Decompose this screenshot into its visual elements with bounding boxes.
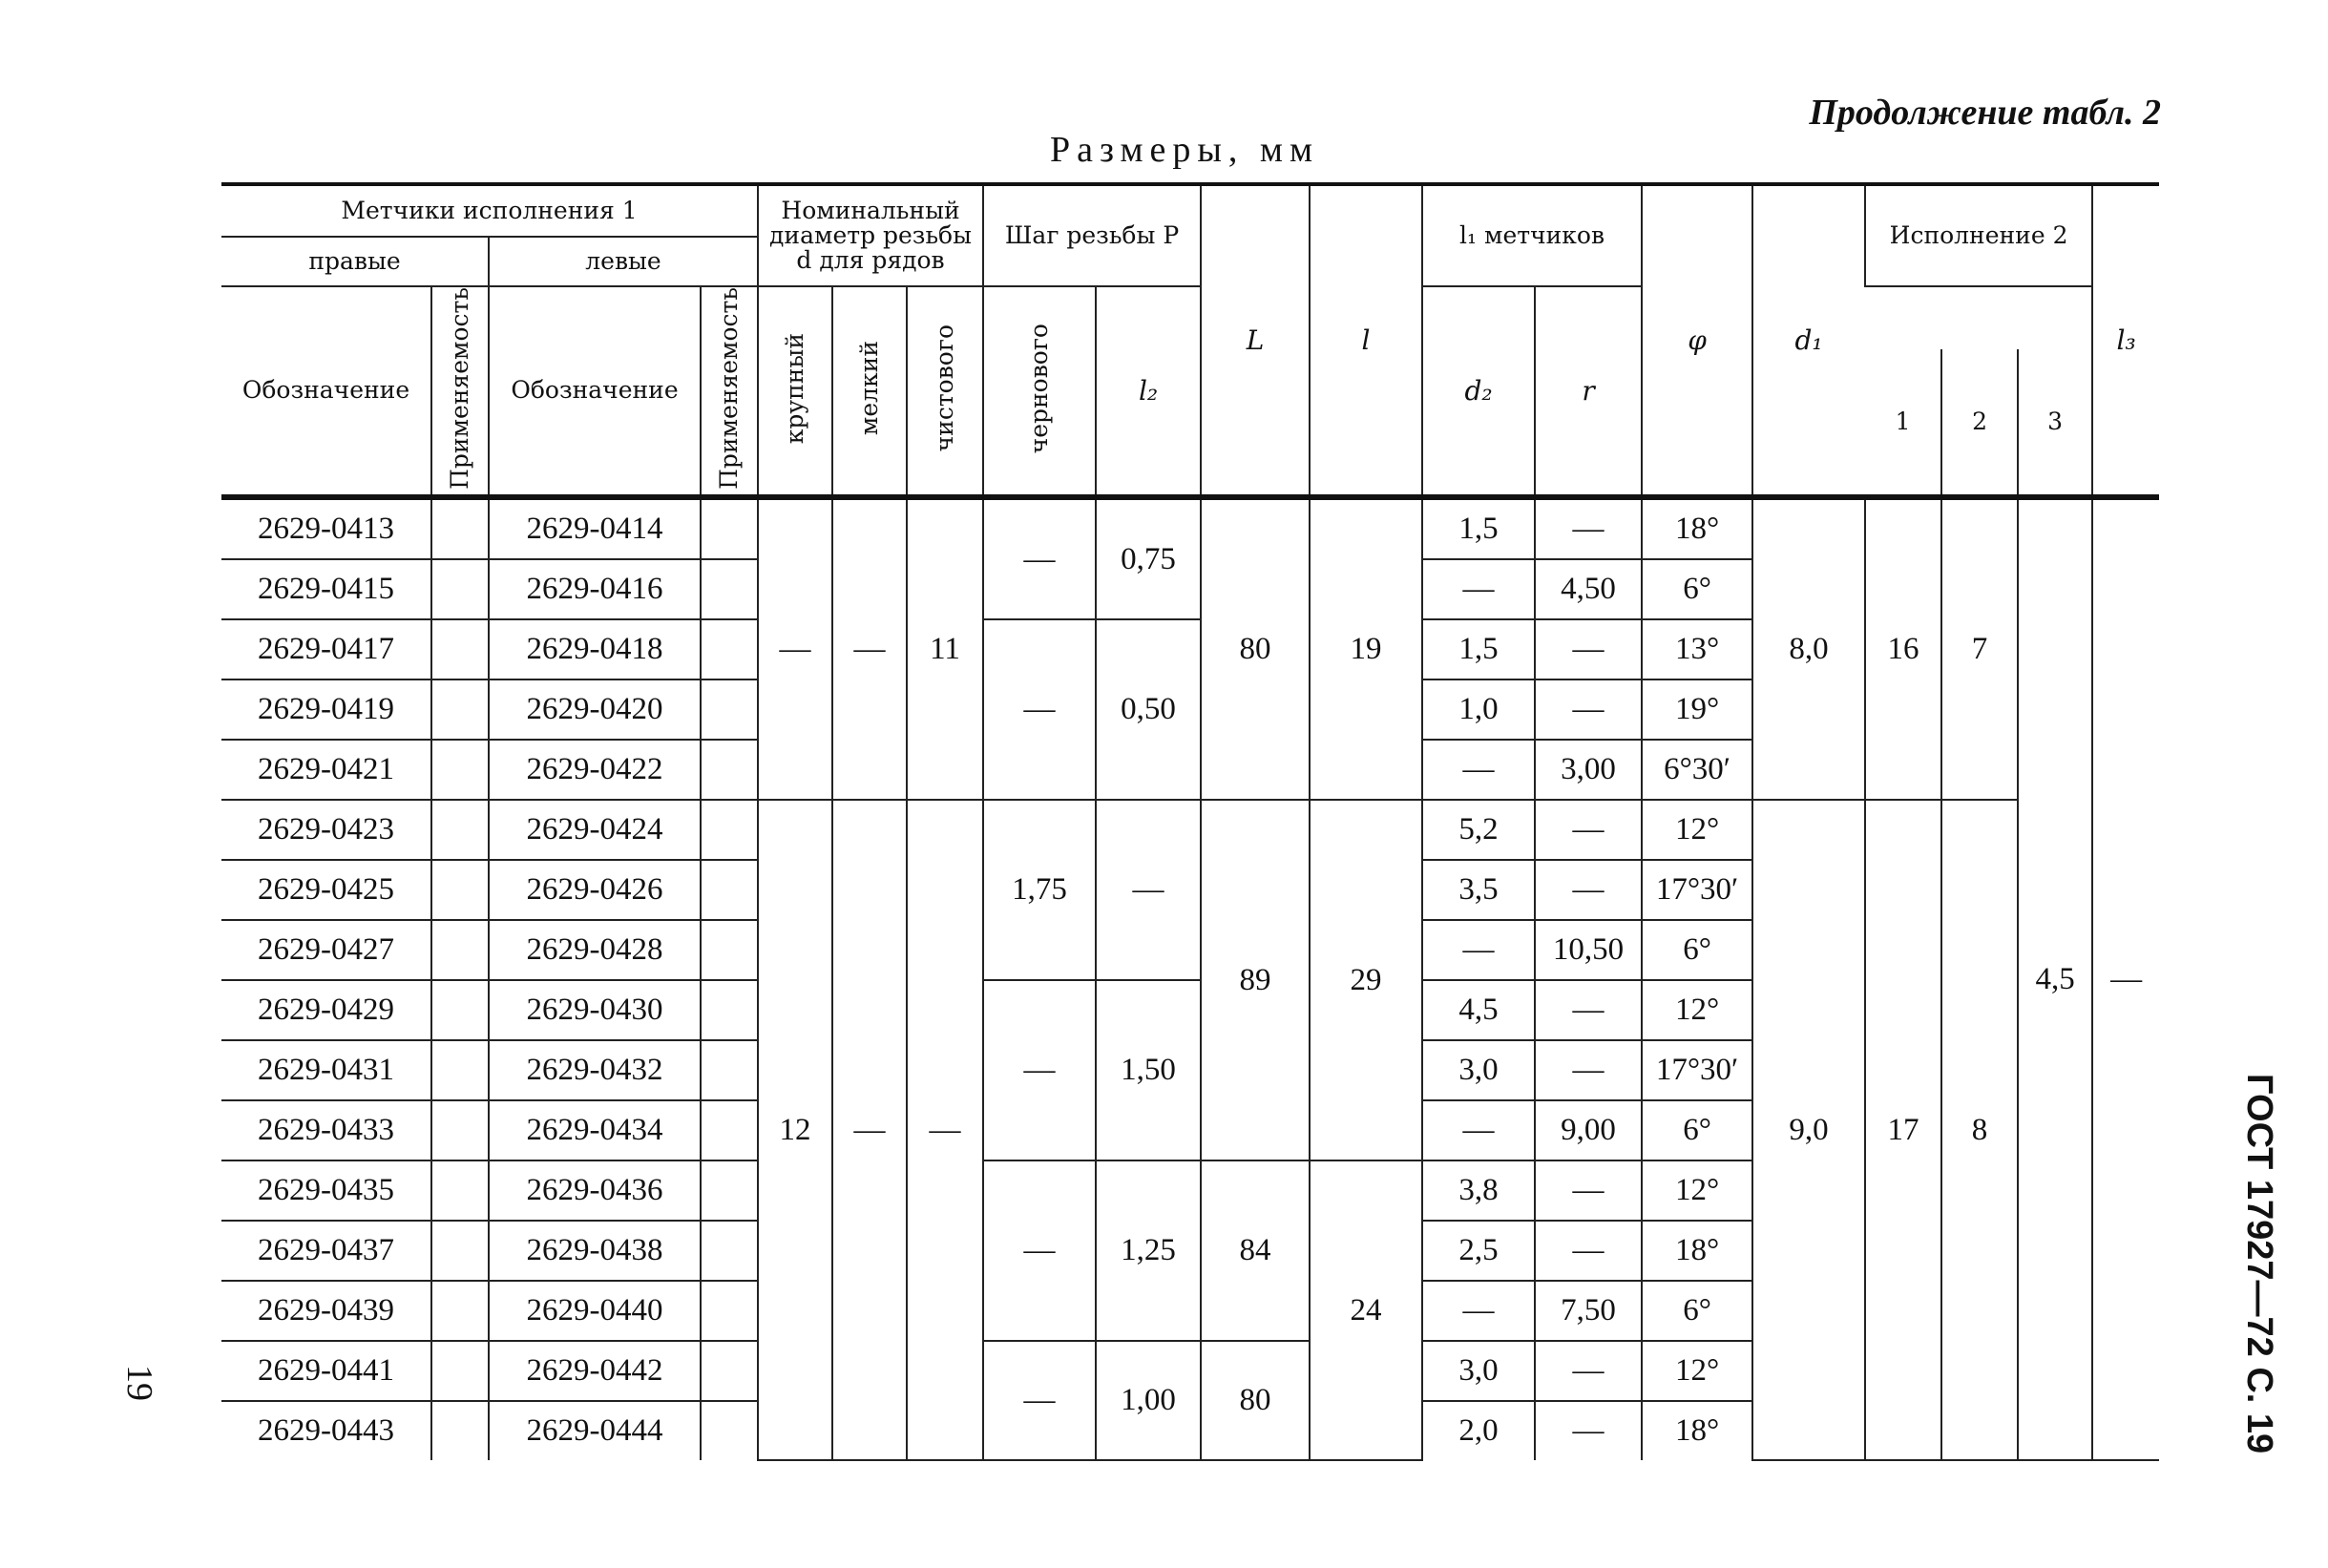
L-cell: 89	[1201, 800, 1310, 1160]
applicability-cell	[701, 1040, 758, 1100]
l2-cell: 17	[1865, 800, 1941, 1460]
applicability-cell	[431, 860, 489, 920]
applicability-cell	[701, 980, 758, 1040]
designation-left: 2629-0434	[489, 1100, 701, 1160]
table-row	[221, 800, 2159, 860]
applicability-cell	[431, 679, 489, 740]
header-l3: l₃	[2092, 184, 2159, 497]
phi-cell: 6°	[1642, 559, 1752, 619]
designation-left: 2629-0418	[489, 619, 701, 679]
l1-rough-cell: —	[1535, 497, 1642, 559]
designation-right: 2629-0413	[221, 497, 431, 559]
designation-right: 2629-0423	[221, 800, 431, 860]
header-applicability-right: Применяемость	[431, 286, 489, 497]
pitch-fine-cell: —	[1096, 800, 1201, 980]
designation-left: 2629-0436	[489, 1160, 701, 1221]
designation-right: 2629-0433	[221, 1100, 431, 1160]
applicability-cell	[701, 920, 758, 980]
l1-finish-cell: 2,5	[1422, 1221, 1535, 1281]
l1-rough-cell: 7,50	[1535, 1281, 1642, 1341]
phi-cell: 6°30′	[1642, 740, 1752, 800]
applicability-cell	[431, 1341, 489, 1401]
l1-finish-cell: —	[1422, 920, 1535, 980]
applicability-cell	[431, 980, 489, 1040]
l-cell: 24	[1310, 1160, 1422, 1460]
applicability-cell	[431, 1100, 489, 1160]
l2-cell: 16	[1865, 497, 1941, 800]
applicability-cell	[431, 1401, 489, 1460]
d2-cell: 8	[1941, 800, 2018, 1460]
l1-rough-cell: —	[1535, 1160, 1642, 1221]
applicability-cell	[431, 1040, 489, 1100]
applicability-cell	[701, 559, 758, 619]
header-row-3: 3	[2018, 349, 2092, 497]
l1-finish-cell: 3,0	[1422, 1040, 1535, 1100]
diameter-row2-cell: —	[832, 497, 907, 800]
applicability-cell	[431, 920, 489, 980]
applicability-cell	[701, 1401, 758, 1460]
designation-right: 2629-0443	[258, 1413, 394, 1449]
phi-cell: 6°	[1642, 920, 1752, 980]
phi-cell: 19°	[1642, 679, 1752, 740]
designation-left: 2629-0438	[489, 1221, 701, 1281]
applicability-cell	[431, 1221, 489, 1281]
applicability-cell	[431, 800, 489, 860]
phi-cell: 6°	[1642, 1281, 1752, 1341]
applicability-cell	[701, 1341, 758, 1401]
designation-left: 2629-0420	[489, 679, 701, 740]
pitch-fine-cell: 0,75	[1096, 497, 1201, 619]
l1-finish-cell: 3,8	[1422, 1160, 1535, 1221]
designation-left: 2629-0444	[489, 1401, 701, 1460]
phi-cell: 17°30′	[1642, 1040, 1752, 1100]
l1-rough-cell: —	[1535, 800, 1642, 860]
designation-left: 2629-0442	[489, 1341, 701, 1401]
l1-finish-cell: —	[1422, 740, 1535, 800]
l1-rough-cell: —	[1535, 619, 1642, 679]
applicability-cell	[701, 679, 758, 740]
l1-rough-cell: —	[1535, 679, 1642, 740]
L-cell: 80	[1201, 497, 1310, 800]
designation-left: 2629-0426	[489, 860, 701, 920]
header-right: правые	[221, 237, 489, 286]
l1-rough-cell: —	[1535, 1040, 1642, 1100]
phi-cell: 13°	[1642, 619, 1752, 679]
pitch-coarse-cell: —	[983, 1341, 1096, 1460]
designation-right: 2629-0427	[221, 920, 431, 980]
l1-rough-cell: —	[1535, 1221, 1642, 1281]
l-cell: 29	[1310, 800, 1422, 1160]
designation-left: 2629-0432	[489, 1040, 701, 1100]
continuation-label: Продолжение табл. 2	[1809, 93, 2161, 133]
l1-rough-cell: 10,50	[1535, 920, 1642, 980]
applicability-cell	[431, 497, 489, 559]
applicability-cell	[701, 860, 758, 920]
designation-right: 2629-0415	[221, 559, 431, 619]
diameter-row1-cell: —	[758, 497, 832, 800]
designation-right: 2629-0439	[221, 1281, 431, 1341]
header-nominal-diameter: Номинальный диаметр резьбы d для рядов	[758, 184, 983, 286]
phi-cell: 17°30′	[1642, 860, 1752, 920]
l1-finish-cell: 4,5	[1422, 980, 1535, 1040]
applicability-cell	[701, 1221, 758, 1281]
applicability-cell	[431, 619, 489, 679]
header-d1: d₁	[1752, 184, 1865, 497]
designation-left: 2629-0416	[489, 559, 701, 619]
l1-finish-cell: 1,0	[1422, 679, 1535, 740]
header-pitch: Шаг резьбы P	[983, 184, 1201, 286]
applicability-cell	[431, 559, 489, 619]
applicability-cell	[431, 1160, 489, 1221]
l1-finish-cell: 3,0	[1422, 1341, 1535, 1401]
header-row-1: 1	[1865, 349, 1941, 497]
designation-right: 2629-0435	[221, 1160, 431, 1221]
designation-left: 2629-0428	[489, 920, 701, 980]
l3-cell: —	[2092, 497, 2159, 1460]
diameter-row3-cell: —	[907, 800, 983, 1460]
applicability-cell	[701, 800, 758, 860]
header-l2: l₂	[1096, 286, 1201, 497]
l1-finish-cell: 5,2	[1422, 800, 1535, 860]
l-cell: 19	[1310, 497, 1422, 800]
phi-cell: 18°	[1642, 1401, 1752, 1460]
applicability-cell	[701, 1100, 758, 1160]
header-designation-left: Обозначение	[489, 286, 701, 497]
pitch-coarse-cell: —	[983, 1160, 1096, 1341]
designation-right: 2629-0419	[221, 679, 431, 740]
l1-rough-cell: —	[1535, 1341, 1642, 1401]
designation-right: 2629-0421	[221, 740, 431, 800]
phi-cell: 12°	[1642, 1341, 1752, 1401]
applicability-cell	[431, 1281, 489, 1341]
header-r: r	[1535, 286, 1642, 497]
pitch-fine-cell: 1,00	[1096, 1341, 1201, 1460]
r-cell: 4,5	[2018, 497, 2092, 1460]
applicability-cell	[701, 1160, 758, 1221]
gost-label: ГОСТ 17927—72 С. 19	[2239, 1074, 2279, 1454]
pitch-coarse-cell: —	[983, 497, 1096, 619]
L-cell: 80	[1201, 1341, 1310, 1460]
l1-rough-cell: —	[1535, 860, 1642, 920]
applicability-cell	[431, 740, 489, 800]
l1-rough-cell: 9,00	[1535, 1100, 1642, 1160]
header-d2: d₂	[1422, 286, 1535, 497]
phi-cell: 12°	[1642, 1160, 1752, 1221]
applicability-cell	[701, 619, 758, 679]
l1-finish-cell: —	[1422, 1100, 1535, 1160]
l1-finish-cell: 1,5	[1422, 497, 1535, 559]
l1-rough-cell: —	[1535, 1401, 1642, 1460]
l1-finish-cell: 3,5	[1422, 860, 1535, 920]
units-title: Размеры, мм	[1050, 130, 1320, 170]
pitch-fine-cell: 1,25	[1096, 1160, 1201, 1341]
phi-cell: 12°	[1642, 800, 1752, 860]
diameter-row1-cell: 12	[758, 800, 832, 1460]
header-L: L	[1201, 184, 1310, 497]
diameter-row3-cell: 11	[907, 497, 983, 800]
l1-finish-cell: 1,5	[1422, 619, 1535, 679]
designation-left: 2629-0430	[489, 980, 701, 1040]
d1-cell: 8,0	[1752, 497, 1865, 800]
header-exec2: Исполнение 2	[1865, 184, 2092, 286]
header-taps-exec1: Метчики исполнения 1	[221, 184, 758, 237]
header-l: l	[1310, 184, 1422, 497]
header-row-2: 2	[1941, 349, 2018, 497]
header-phi: φ	[1642, 184, 1752, 497]
designation-right: 2629-0425	[221, 860, 431, 920]
header-l1: l₁ метчиков	[1422, 184, 1642, 286]
applicability-cell	[701, 497, 758, 559]
header-coarse: крупный	[758, 286, 832, 497]
header-fine: мелкий	[832, 286, 907, 497]
applicability-cell	[701, 740, 758, 800]
header-designation-right: Обозначение	[221, 286, 431, 497]
L-cell: 84	[1201, 1160, 1310, 1341]
designation-right: 2629-0429	[221, 980, 431, 1040]
pitch-coarse-cell: 1,75	[983, 800, 1096, 980]
designation-right: 2629-0441	[221, 1341, 431, 1401]
pitch-coarse-cell: —	[983, 619, 1096, 800]
phi-cell: 18°	[1642, 1221, 1752, 1281]
designation-left: 2629-0440	[489, 1281, 701, 1341]
table-row	[221, 497, 2159, 559]
designation-right: 2629-0431	[221, 1040, 431, 1100]
designation-left: 2629-0422	[489, 740, 701, 800]
l1-finish-cell: —	[1422, 1281, 1535, 1341]
header-finish: чистового	[907, 286, 983, 497]
diameter-row2-cell: —	[832, 800, 907, 1460]
l1-rough-cell: —	[1535, 980, 1642, 1040]
designation-right: 2629-0417	[221, 619, 431, 679]
l1-rough-cell: 3,00	[1535, 740, 1642, 800]
applicability-cell	[701, 1281, 758, 1341]
taps-table	[221, 182, 2159, 1461]
phi-cell: 12°	[1642, 980, 1752, 1040]
l1-finish-cell: 2,0	[1422, 1401, 1535, 1460]
pitch-fine-cell: 1,50	[1096, 980, 1201, 1160]
d2-cell: 7	[1941, 497, 2018, 800]
pitch-coarse-cell: —	[983, 980, 1096, 1160]
designation-left: 2629-0414	[489, 497, 701, 559]
header-left: левые	[489, 237, 758, 286]
header-rough: чернового	[983, 286, 1096, 497]
pitch-fine-cell: 0,50	[1096, 619, 1201, 800]
phi-cell: 18°	[1642, 497, 1752, 559]
d1-cell: 9,0	[1752, 800, 1865, 1460]
header-applicability-left: Применяемость	[701, 286, 758, 497]
l1-rough-cell: 4,50	[1535, 559, 1642, 619]
designation-left: 2629-0424	[489, 800, 701, 860]
phi-cell: 6°	[1642, 1100, 1752, 1160]
page-number: 19	[119, 1365, 159, 1401]
l1-finish-cell: —	[1422, 559, 1535, 619]
designation-right: 2629-0437	[221, 1221, 431, 1281]
